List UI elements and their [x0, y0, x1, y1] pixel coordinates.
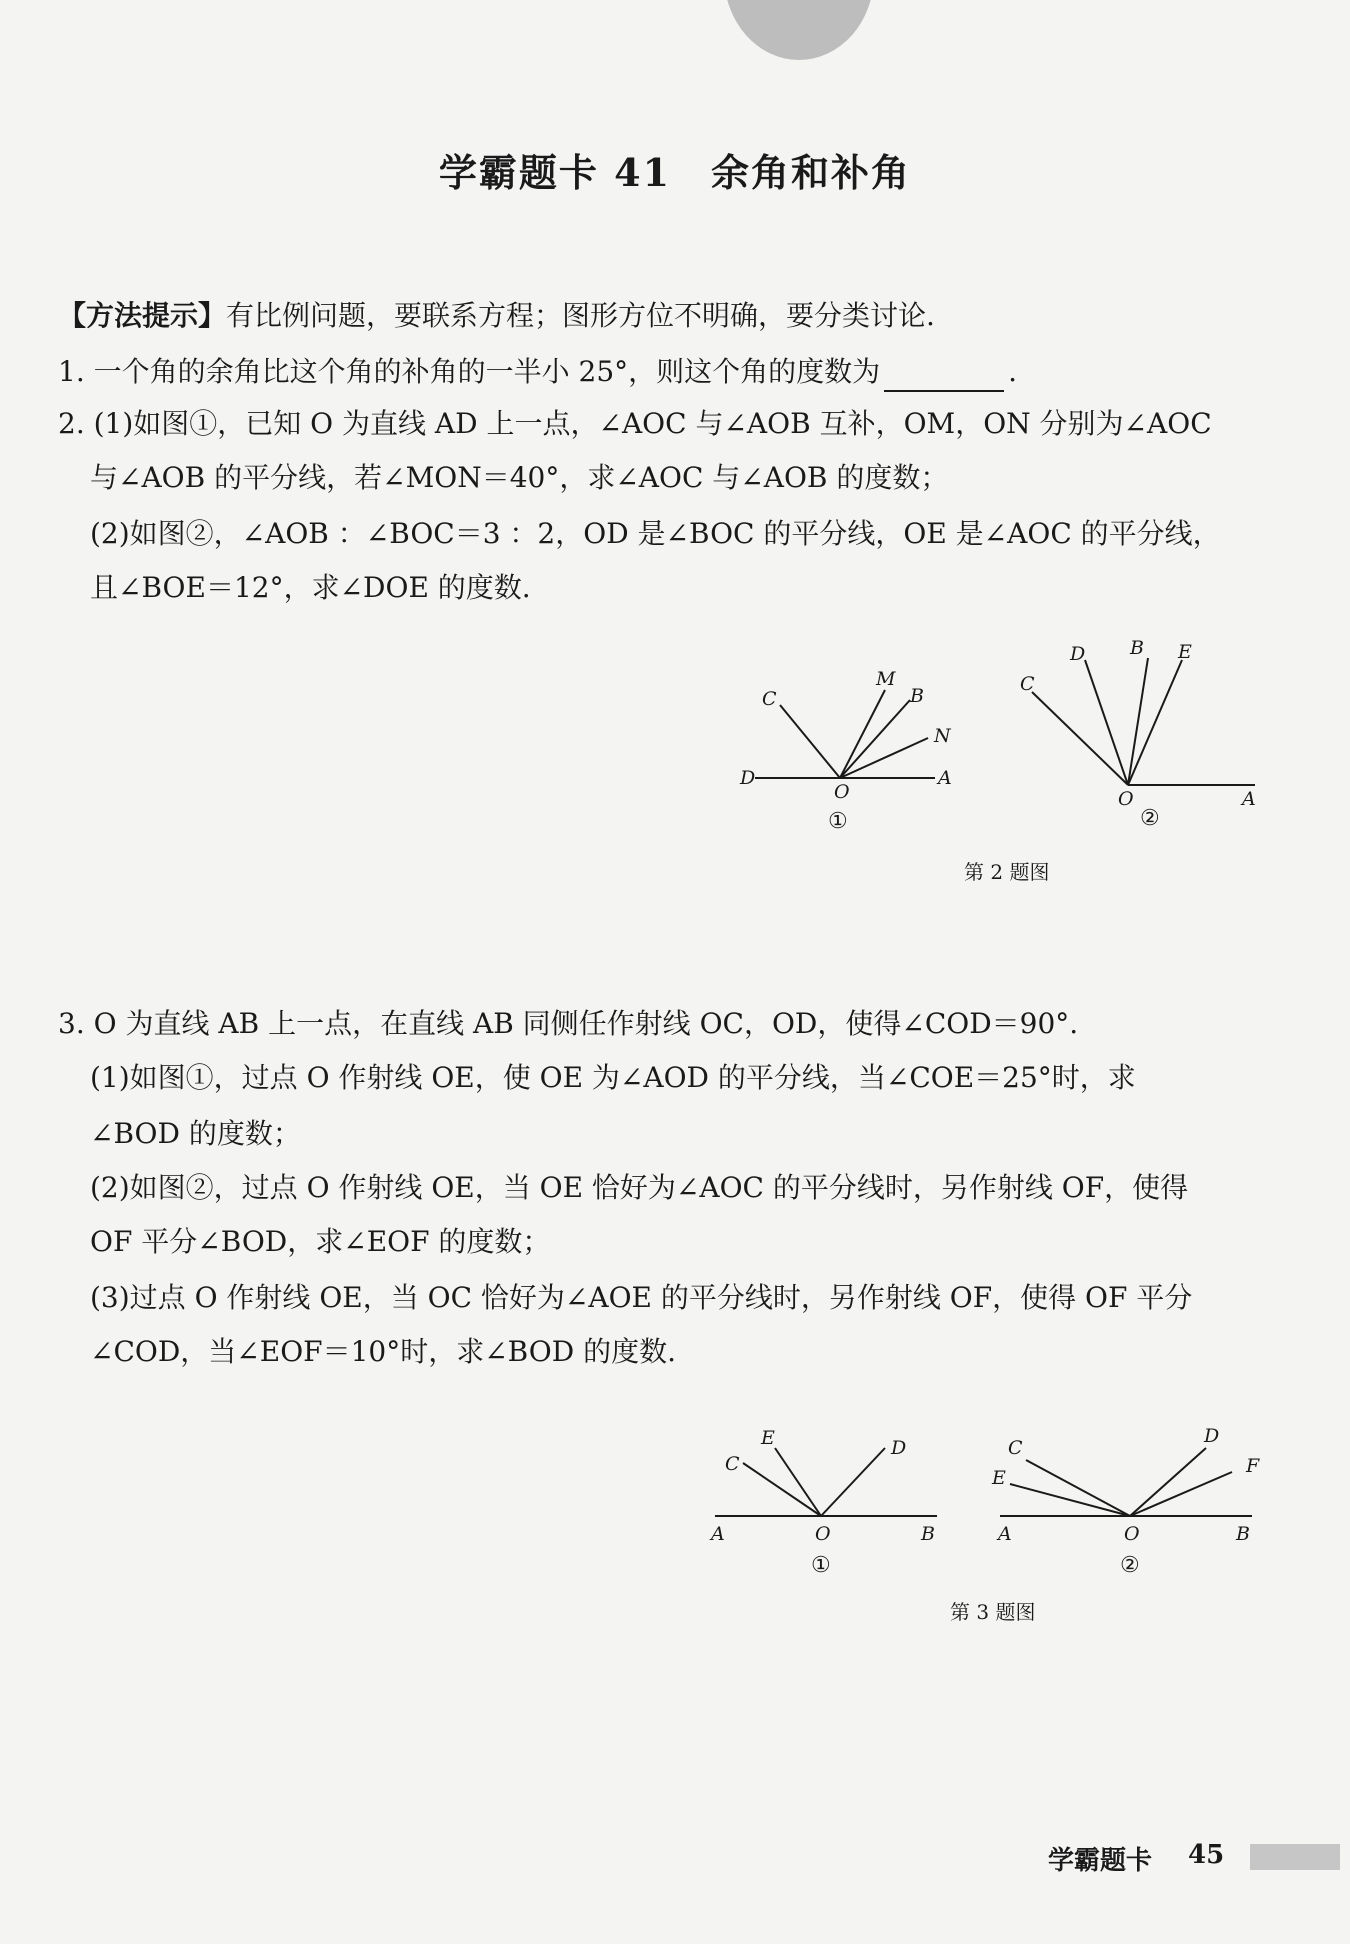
label-A: A — [1242, 788, 1256, 810]
q2-line-4: 且∠BOE＝12°，求∠DOE 的度数. — [90, 571, 531, 604]
q2-line-3: (2)如图②，∠AOB ：∠BOC＝3 ：2，OD 是∠BOC 的平分线，OE 是∠AOC 的平分线， — [90, 517, 1221, 550]
label-N: N — [934, 725, 951, 747]
ray-OF — [1130, 1472, 1232, 1516]
ray-OE — [1010, 1484, 1130, 1516]
figure-3-2 — [990, 1400, 1270, 1585]
label-M: M — [876, 668, 896, 690]
decorative-tab — [724, 0, 874, 60]
q3-line-5: OF 平分∠BOD，求∠EOF 的度数； — [90, 1225, 551, 1258]
question-1 — [58, 352, 1017, 392]
label-E: E — [1178, 641, 1192, 663]
figure-2-1 — [730, 660, 970, 840]
q1-text: 1. 一个角的余角比这个角的补角的一半小 25°，则这个角的度数为 — [58, 355, 881, 388]
label-E: E — [992, 1467, 1006, 1489]
label-D: D — [740, 767, 756, 789]
ray-OD — [821, 1448, 885, 1516]
ray-OD — [1085, 660, 1128, 785]
q1-end: . — [1008, 355, 1018, 388]
label-A: A — [711, 1523, 725, 1545]
ray-OB — [1128, 658, 1148, 785]
title-left: 学霸题卡 41 — [438, 150, 672, 195]
ray-OC — [1032, 692, 1128, 785]
ray-OC — [1026, 1460, 1130, 1516]
q3-line-1: 3. O 为直线 AB 上一点，在直线 AB 同侧任作射线 OC，OD，使得∠COD＝90°. — [58, 1007, 1079, 1040]
label-E: E — [761, 1427, 775, 1449]
footer-bar — [1250, 1844, 1340, 1870]
q3-line-3: ∠BOD 的度数； — [90, 1117, 301, 1150]
page-title — [0, 142, 1350, 197]
figure-number: ① — [828, 809, 848, 834]
q2-line-1: 2. (1)如图①，已知 O 为直线 AD 上一点，∠AOC 与∠AOB 互补，OM，ON 分别为∠AOC — [58, 407, 1212, 440]
label-O: O — [1118, 788, 1134, 810]
figure-3-caption: 第 3 题图 — [950, 1600, 1036, 1624]
label-B: B — [921, 1523, 935, 1545]
footer-label: 学霸题卡 — [1048, 1846, 1153, 1876]
figure-number: ② — [1140, 806, 1160, 831]
label-A: A — [998, 1523, 1012, 1545]
ray-ON — [840, 738, 928, 778]
label-B: B — [910, 685, 924, 707]
label-D: D — [1070, 643, 1086, 665]
title-right: 余角和补角 — [711, 150, 912, 195]
tip-text: 有比例问题，要联系方程；图形方位不明确，要分类讨论. — [226, 299, 935, 332]
label-C: C — [725, 1453, 740, 1475]
label-C: C — [1008, 1437, 1023, 1459]
ray-OC — [743, 1463, 821, 1516]
figure-number: ① — [811, 1553, 831, 1578]
q2-line-2: 与∠AOB 的平分线，若∠MON＝40°，求∠AOC 与∠AOB 的度数； — [90, 461, 949, 494]
figure-3-1 — [705, 1400, 955, 1585]
figure-number: ② — [1120, 1553, 1140, 1578]
ray-OD — [1130, 1448, 1206, 1516]
label-C: C — [1020, 673, 1035, 695]
label-D: D — [1204, 1425, 1220, 1447]
answer-blank[interactable] — [884, 360, 1004, 392]
ray-OE — [1128, 660, 1182, 785]
tip-label: 【方法提示】 — [58, 299, 227, 332]
label-F: F — [1246, 1455, 1260, 1477]
label-O: O — [834, 781, 850, 803]
page-number: 45 — [1188, 1840, 1225, 1870]
method-tip — [58, 296, 935, 336]
label-B: B — [1236, 1523, 1250, 1545]
label-B: B — [1130, 637, 1144, 659]
label-D: D — [891, 1437, 907, 1459]
q3-line-6: (3)过点 O 作射线 OE，当 OC 恰好为∠AOE 的平分线时，另作射线 OF，使得 OF 平分 — [90, 1281, 1193, 1314]
q3-line-2: (1)如图①，过点 O 作射线 OE，使 OE 为∠AOD 的平分线，当∠COE＝25°时，求 — [90, 1061, 1136, 1094]
ray-OC — [780, 705, 840, 778]
figure-2-2 — [1010, 630, 1270, 840]
figure-2-caption: 第 2 题图 — [964, 860, 1050, 884]
label-O: O — [1124, 1523, 1140, 1545]
label-C: C — [762, 688, 777, 710]
label-A: A — [938, 767, 952, 789]
ray-OE — [775, 1448, 821, 1516]
label-O: O — [815, 1523, 831, 1545]
q3-line-4: (2)如图②，过点 O 作射线 OE，当 OE 恰好为∠AOC 的平分线时，另作射线 OF，使得 — [90, 1171, 1189, 1204]
q3-line-7: ∠COD，当∠EOF＝10°时，求∠BOD 的度数. — [90, 1335, 676, 1368]
